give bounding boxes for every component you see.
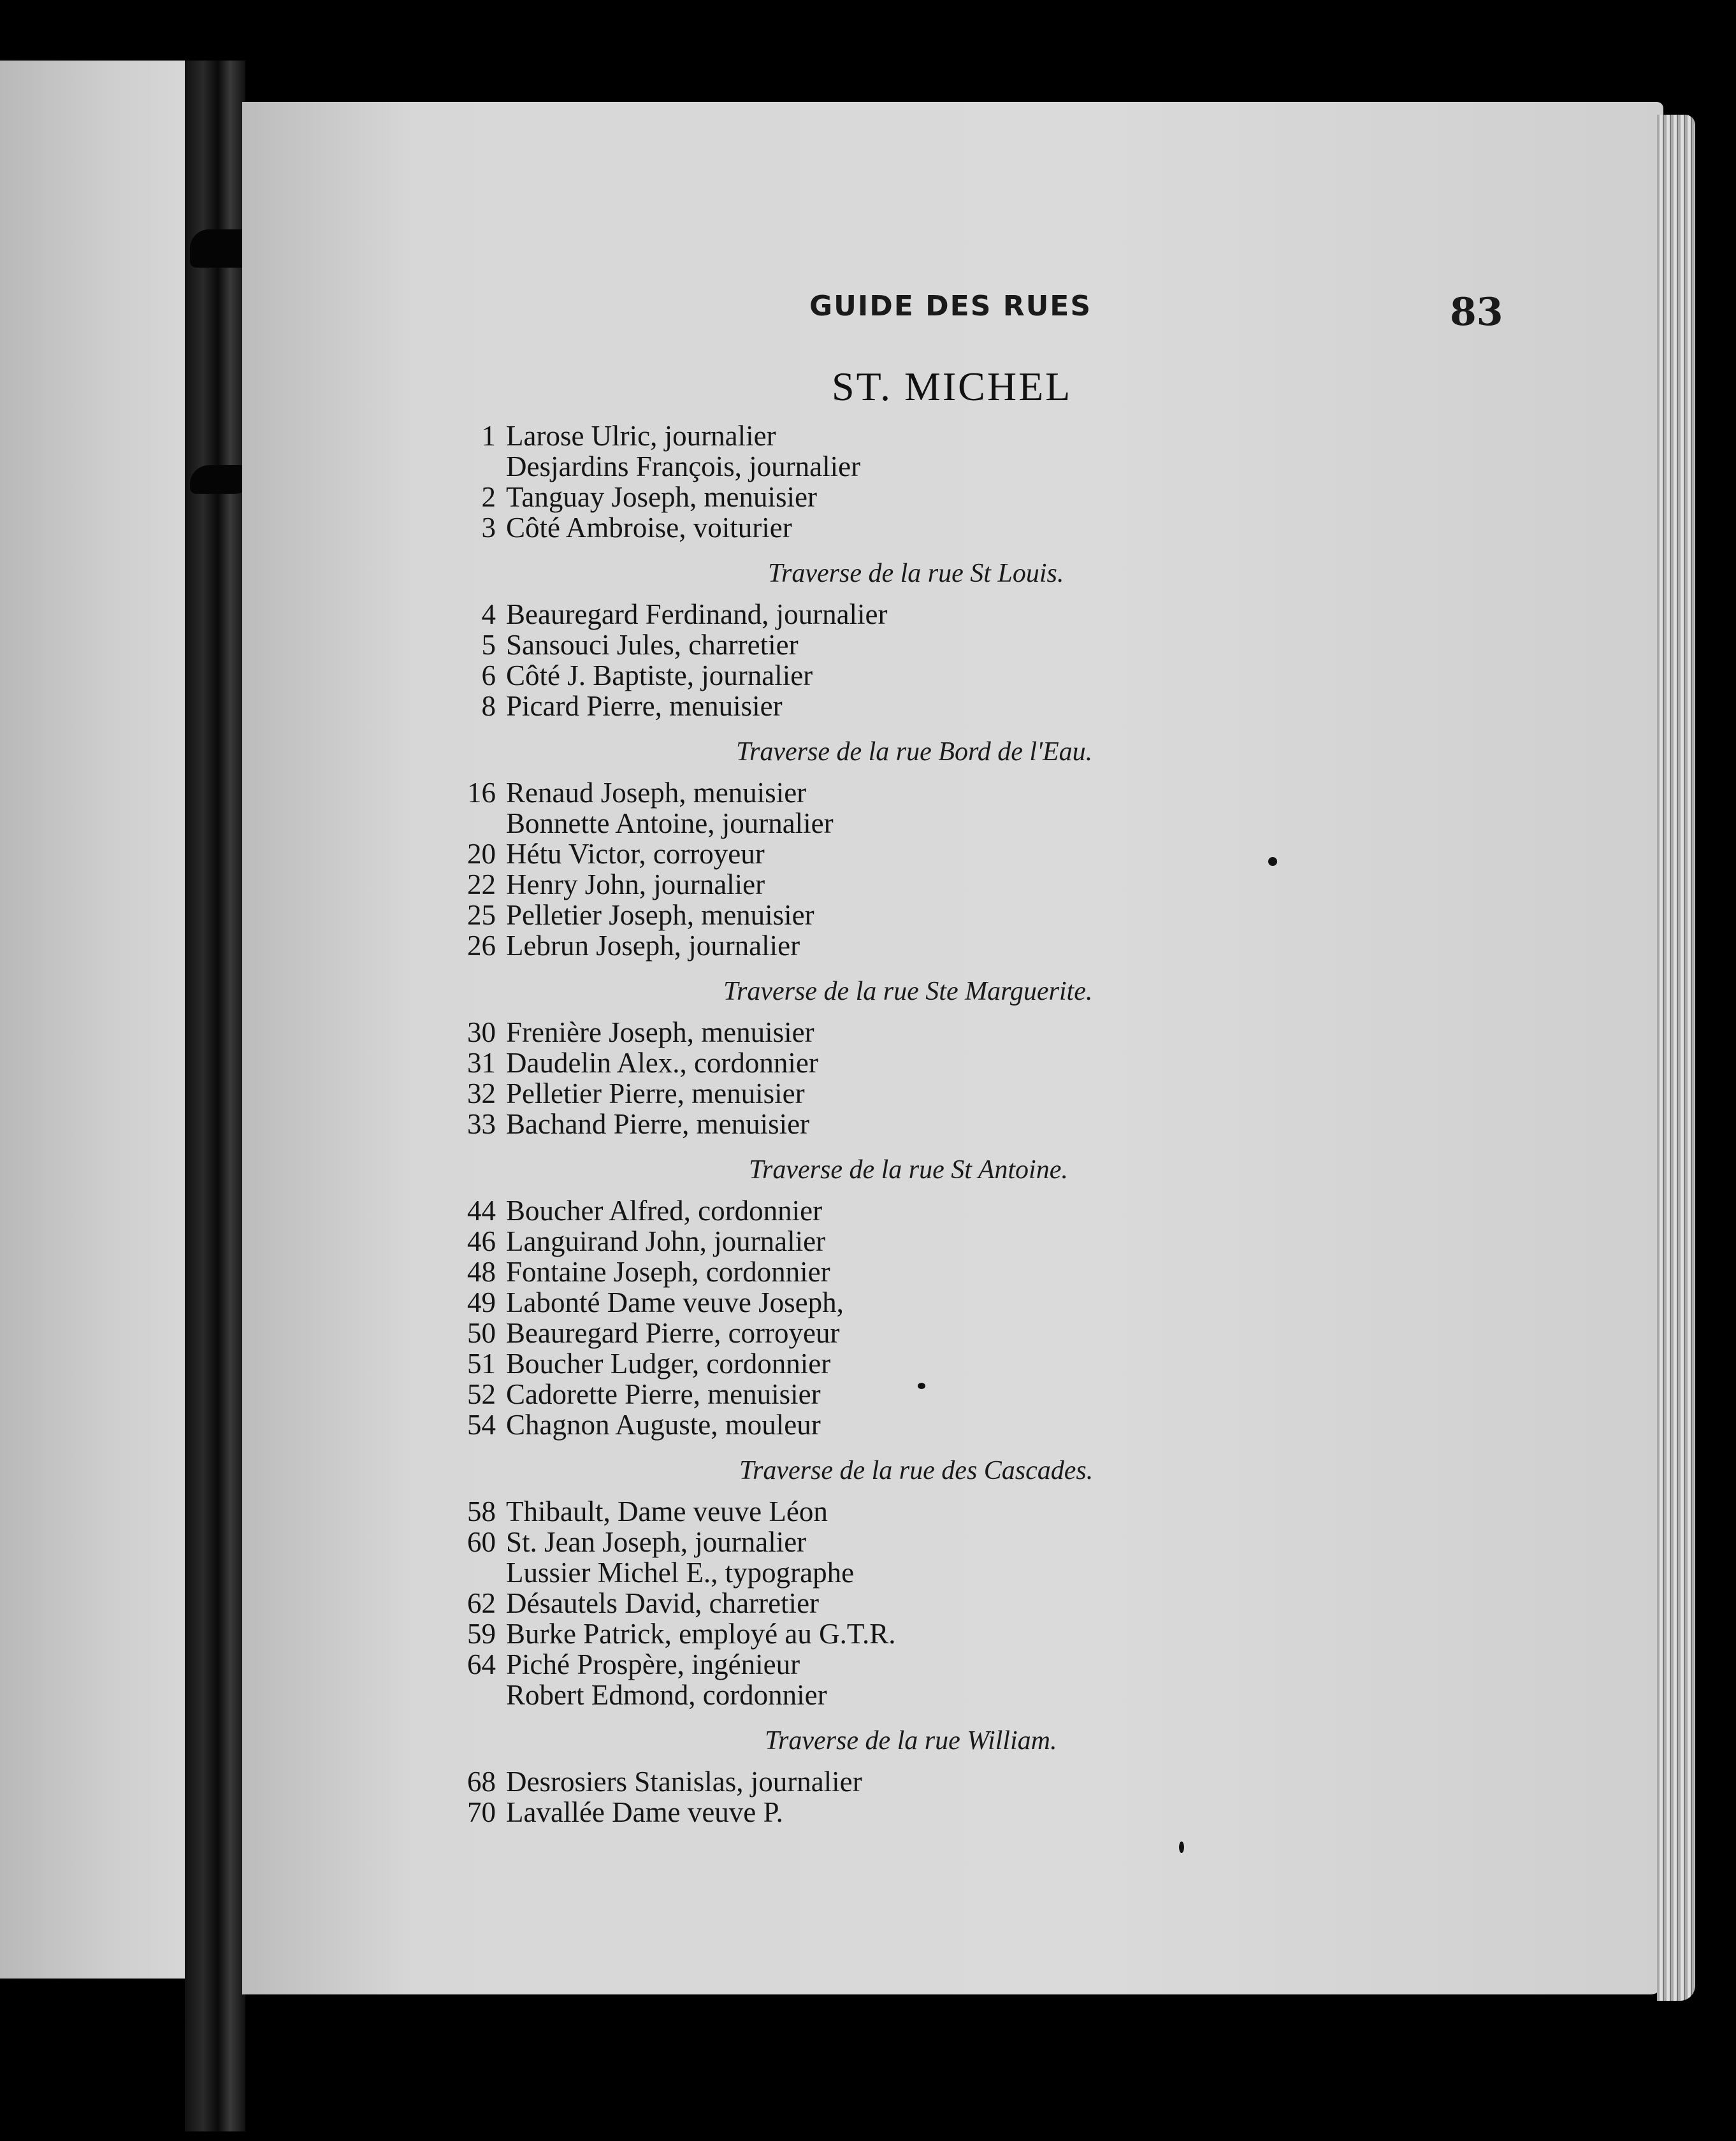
directory-entry bbox=[433, 512, 1262, 543]
directory-entry bbox=[433, 808, 1262, 839]
directory-entry bbox=[433, 1348, 1262, 1379]
directory-entry bbox=[433, 1078, 1262, 1109]
ink-speck bbox=[1179, 1842, 1184, 1853]
resident-name-occupation: Lebrun Joseph, journalier bbox=[506, 930, 800, 962]
house-number: 64 bbox=[467, 1648, 496, 1680]
resident-name-occupation: Desjardins François, journalier bbox=[506, 451, 861, 482]
resident-name-occupation: Beauregard Ferdinand, journalier bbox=[506, 598, 888, 630]
house-number: 25 bbox=[467, 899, 496, 931]
house-number: 30 bbox=[467, 1016, 496, 1048]
resident-name-occupation: Hétu Victor, corroyeur bbox=[506, 838, 765, 870]
resident-name-occupation: Languirand John, journalier bbox=[506, 1225, 826, 1257]
directory-entry bbox=[433, 421, 1262, 451]
ink-speck bbox=[918, 1383, 925, 1389]
house-number: 52 bbox=[467, 1378, 496, 1410]
directory-entry bbox=[433, 482, 1262, 512]
cross-street-heading: Traverse de la rue Ste Marguerite. bbox=[723, 977, 1093, 1006]
house-number: 58 bbox=[467, 1496, 496, 1527]
resident-name-occupation: Beauregard Pierre, corroyeur bbox=[506, 1317, 840, 1349]
directory-entry bbox=[433, 1318, 1262, 1348]
resident-name-occupation: Pelletier Pierre, menuisier bbox=[506, 1078, 805, 1109]
directory-entry bbox=[433, 839, 1262, 869]
resident-name-occupation: Henry John, journalier bbox=[506, 869, 765, 900]
resident-name-occupation: Côté Ambroise, voiturier bbox=[506, 512, 792, 544]
resident-name-occupation: Lussier Michel E., typographe bbox=[506, 1557, 855, 1589]
page-number: 83 bbox=[1450, 290, 1503, 335]
directory-entry bbox=[433, 451, 1262, 482]
directory-entry bbox=[433, 1226, 1262, 1257]
resident-name-occupation: St. Jean Joseph, journalier bbox=[506, 1526, 807, 1558]
page-edges bbox=[1657, 115, 1695, 2001]
resident-name-occupation: Tanguay Joseph, menuisier bbox=[506, 481, 817, 513]
house-number: 68 bbox=[467, 1766, 496, 1798]
resident-name-occupation: Cadorette Pierre, menuisier bbox=[506, 1378, 821, 1410]
house-number: 3 bbox=[481, 512, 496, 544]
directory-entry bbox=[433, 900, 1262, 930]
directory-entry bbox=[433, 1618, 1262, 1649]
directory-listing bbox=[433, 421, 1262, 1827]
resident-name-occupation: Côté J. Baptiste, journalier bbox=[506, 660, 813, 691]
resident-name-occupation: Burke Patrick, employé au G.T.R. bbox=[506, 1618, 896, 1650]
directory-entry bbox=[433, 660, 1262, 691]
directory-entry bbox=[433, 1409, 1262, 1440]
house-number: 16 bbox=[467, 777, 496, 809]
house-number: 70 bbox=[467, 1796, 496, 1828]
house-number: 5 bbox=[481, 629, 496, 661]
resident-name-occupation: Sansouci Jules, charretier bbox=[506, 629, 799, 661]
resident-name-occupation: Frenière Joseph, menuisier bbox=[506, 1016, 814, 1048]
left-page-edge bbox=[0, 61, 210, 1979]
resident-name-occupation: Picard Pierre, menuisier bbox=[506, 690, 783, 722]
directory-entry bbox=[433, 1287, 1262, 1318]
house-number: 59 bbox=[467, 1618, 496, 1650]
directory-entry bbox=[433, 1557, 1262, 1588]
ink-speck bbox=[1268, 857, 1277, 866]
cross-street-heading: Traverse de la rue St Antoine. bbox=[749, 1155, 1068, 1185]
house-number: 51 bbox=[467, 1348, 496, 1380]
directory-entry bbox=[433, 1048, 1262, 1078]
directory-entry bbox=[433, 777, 1262, 808]
directory-entry bbox=[433, 1496, 1262, 1527]
directory-entry bbox=[433, 930, 1262, 961]
directory-entry bbox=[433, 1195, 1262, 1226]
house-number: 46 bbox=[467, 1225, 496, 1257]
house-number: 31 bbox=[467, 1047, 496, 1079]
house-number: 33 bbox=[467, 1108, 496, 1140]
resident-name-occupation: Thibault, Dame veuve Léon bbox=[506, 1496, 828, 1527]
street-title: ST. MICHEL bbox=[832, 364, 1073, 409]
resident-name-occupation: Pelletier Joseph, menuisier bbox=[506, 899, 814, 931]
resident-name-occupation: Boucher Alfred, cordonnier bbox=[506, 1195, 823, 1227]
directory-entry bbox=[433, 599, 1262, 630]
house-number: 50 bbox=[467, 1317, 496, 1349]
house-number: 44 bbox=[467, 1195, 496, 1227]
directory-entry bbox=[433, 1527, 1262, 1557]
directory-entry bbox=[433, 630, 1262, 660]
directory-entry bbox=[433, 1017, 1262, 1048]
house-number: 26 bbox=[467, 930, 496, 962]
cross-street-heading: Traverse de la rue William. bbox=[765, 1726, 1057, 1755]
house-number: 32 bbox=[467, 1078, 496, 1109]
cross-street-heading: Traverse de la rue Bord de l'Eau. bbox=[736, 737, 1093, 767]
cross-street-heading: Traverse de la rue des Cascades. bbox=[739, 1456, 1094, 1485]
directory-entry bbox=[433, 1680, 1262, 1710]
resident-name-occupation: Piché Prospère, ingénieur bbox=[506, 1648, 800, 1680]
resident-name-occupation: Boucher Ludger, cordonnier bbox=[506, 1348, 831, 1380]
directory-entry bbox=[433, 1649, 1262, 1680]
resident-name-occupation: Desrosiers Stanislas, journalier bbox=[506, 1766, 862, 1798]
directory-entry bbox=[433, 1379, 1262, 1409]
cross-street-heading: Traverse de la rue St Louis. bbox=[768, 559, 1064, 588]
house-number: 2 bbox=[481, 481, 496, 513]
resident-name-occupation: Larose Ulric, journalier bbox=[506, 420, 776, 452]
directory-entry bbox=[433, 1766, 1262, 1797]
house-number: 54 bbox=[467, 1409, 496, 1441]
directory-entry bbox=[433, 1588, 1262, 1618]
house-number: 6 bbox=[481, 660, 496, 691]
house-number: 22 bbox=[467, 869, 496, 900]
resident-name-occupation: Robert Edmond, cordonnier bbox=[506, 1679, 827, 1711]
resident-name-occupation: Renaud Joseph, menuisier bbox=[506, 777, 807, 809]
house-number: 8 bbox=[481, 690, 496, 722]
resident-name-occupation: Daudelin Alex., cordonnier bbox=[506, 1047, 818, 1079]
house-number: 48 bbox=[467, 1256, 496, 1288]
house-number: 20 bbox=[467, 838, 496, 870]
resident-name-occupation: Bachand Pierre, menuisier bbox=[506, 1108, 810, 1140]
directory-entry bbox=[433, 691, 1262, 721]
resident-name-occupation: Chagnon Auguste, mouleur bbox=[506, 1409, 821, 1441]
resident-name-occupation: Bonnette Antoine, journalier bbox=[506, 807, 834, 839]
directory-entry bbox=[433, 1109, 1262, 1139]
book-spine bbox=[185, 61, 245, 2131]
resident-name-occupation: Labonté Dame veuve Joseph, bbox=[506, 1287, 844, 1318]
house-number: 4 bbox=[481, 598, 496, 630]
running-header: GUIDE DES RUES bbox=[809, 290, 1092, 322]
resident-name-occupation: Fontaine Joseph, cordonnier bbox=[506, 1256, 830, 1288]
directory-entry bbox=[433, 869, 1262, 900]
house-number: 60 bbox=[467, 1526, 496, 1558]
resident-name-occupation: Désautels David, charretier bbox=[506, 1587, 820, 1619]
house-number: 1 bbox=[481, 420, 496, 452]
resident-name-occupation: Lavallée Dame veuve P. bbox=[506, 1796, 783, 1828]
house-number: 49 bbox=[467, 1287, 496, 1318]
house-number: 62 bbox=[467, 1587, 496, 1619]
directory-entry bbox=[433, 1257, 1262, 1287]
directory-entry bbox=[433, 1797, 1262, 1827]
